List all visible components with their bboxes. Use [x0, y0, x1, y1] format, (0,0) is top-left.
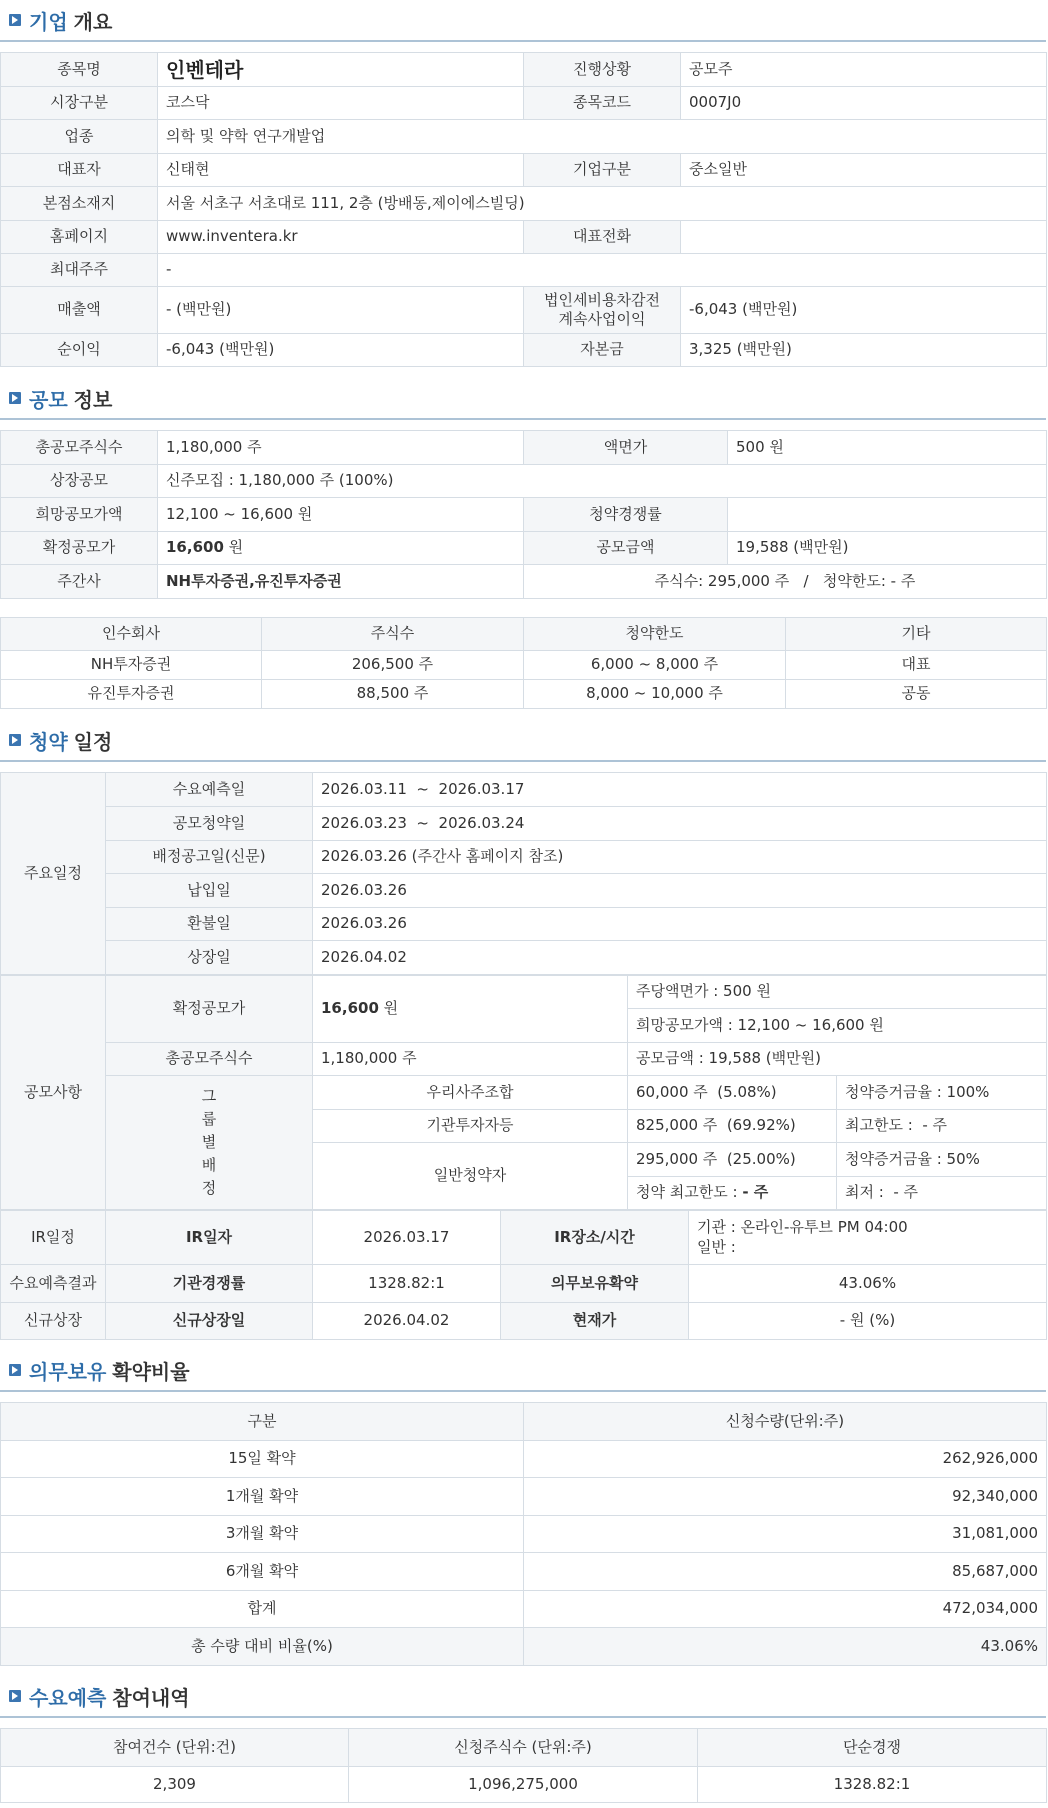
pretax-label	[524, 287, 681, 334]
lockup-type-header: 구분	[1, 1403, 524, 1441]
phone-value	[681, 221, 1047, 254]
group-char: 배	[201, 1156, 217, 1174]
schedule-item-label: 배정공고일(신문)	[106, 841, 313, 874]
employee-shares: 60,000 주 (5.08%)	[628, 1076, 837, 1110]
group-char: 별	[201, 1133, 217, 1151]
homepage-link[interactable]: www.inventera.kr	[158, 221, 524, 254]
market-label: 시장구분	[1, 87, 158, 120]
lockup-qty: 31,081,000	[524, 1516, 1047, 1553]
listing-label: 상장공모	[1, 465, 158, 498]
listing-value: 신주모집 : 1,180,000 주 (100%)	[158, 465, 1047, 498]
new-listing-date-value: 2026.04.02	[313, 1303, 501, 1340]
address-value: 서울 서초구 서초대로 111, 2층 (방배동,제이에스빌딩)	[158, 187, 1047, 221]
table-row	[1, 1767, 1047, 1803]
section-header-schedule	[0, 720, 1046, 762]
fixed-price-label: 확정공모가	[106, 976, 313, 1043]
new-listing-label: 신규상장	[1, 1303, 106, 1340]
ir-date-value: 2026.03.17	[313, 1211, 501, 1265]
stock-name: 인벤테라	[158, 53, 524, 87]
participants-header: 참여건수 (단위:건)	[1, 1729, 349, 1767]
employee-deposit: 청약증거금율 : 100%	[837, 1076, 1047, 1110]
manager-info: 주식수: 295,000 주 / 청약한도: - 주	[524, 565, 1047, 599]
lockup-type: 합계	[1, 1591, 524, 1628]
par-value: 500 원	[728, 431, 1047, 465]
lockup-table	[0, 1402, 1047, 1666]
schedule-item-label: 수요예측일	[106, 773, 313, 807]
fixed-price-value	[158, 532, 524, 565]
demand-table	[0, 1728, 1047, 1803]
institution-max: 최고한도 : - 주	[837, 1110, 1047, 1143]
group-allocation-label	[106, 1076, 313, 1210]
net-income-label: 순이익	[1, 334, 158, 367]
arrow-bullet-icon	[9, 1690, 21, 1702]
lockup-ratio-value: 43.06%	[524, 1628, 1047, 1666]
status-value: 공모주	[681, 53, 1047, 87]
amount-label: 공모금액	[524, 532, 728, 565]
hope-price-value: 12,100 ~ 16,600 원	[158, 498, 524, 532]
fixed-price-label: 확정공모가	[1, 532, 158, 565]
name-label: 종목명	[1, 53, 158, 87]
par-label: 액면가	[524, 431, 728, 465]
arrow-bullet-icon	[9, 392, 21, 404]
section-title-rest: 참여내역	[112, 1685, 190, 1710]
retail-max	[628, 1177, 837, 1210]
company-type-value: 중소일반	[681, 154, 1047, 187]
pretax-label-line1: 법인세비용차감전	[544, 290, 660, 309]
capital-label: 자본금	[524, 334, 681, 367]
company-type-label: 기업구분	[524, 154, 681, 187]
group-char: 그	[201, 1087, 217, 1105]
ceo-label: 대표자	[1, 154, 158, 187]
shareholder-label: 최대주주	[1, 254, 158, 287]
industry-label: 업종	[1, 120, 158, 154]
section-header-demand	[0, 1676, 1046, 1718]
group-char: 룹	[201, 1110, 217, 1128]
underwriter-shares: 206,500 주	[262, 651, 524, 680]
retail-min: 최저 : - 주	[837, 1177, 1047, 1210]
etc-header: 기타	[786, 618, 1047, 651]
lockup-qty: 472,034,000	[524, 1591, 1047, 1628]
total-shares-label: 총공모주식수	[1, 431, 158, 465]
par-info: 주당액면가 : 500 원	[628, 976, 1047, 1009]
table-row	[1, 680, 1047, 709]
overview-table	[0, 52, 1047, 367]
lockup-qty: 92,340,000	[524, 1478, 1047, 1516]
schedule-item-value: 2026.03.23 ~ 2026.03.24	[313, 807, 1047, 841]
schedule-table	[0, 772, 1047, 975]
schedule-item-label: 상장일	[106, 941, 313, 975]
inst-competition-value: 1328.82:1	[313, 1265, 501, 1303]
current-price-value: - 원 (%)	[689, 1303, 1047, 1340]
lockup-ratio-label: 총 수량 대비 비율(%)	[1, 1628, 524, 1666]
table-row	[1, 1516, 1047, 1553]
table-row	[1, 1591, 1047, 1628]
offering-table	[0, 430, 1047, 599]
simple-competition-value: 1328.82:1	[698, 1767, 1047, 1803]
arrow-bullet-icon	[9, 14, 21, 26]
section-title-highlight: 수요예측	[29, 1685, 107, 1710]
table-row	[1, 1628, 1047, 1666]
ir-date-label: IR일자	[106, 1211, 313, 1265]
schedule-item-value: 2026.03.26	[313, 874, 1047, 908]
lockup-qty: 262,926,000	[524, 1441, 1047, 1478]
section-title-rest: 확약비율	[112, 1359, 190, 1384]
amount-info: 공모금액 : 19,588 (백만원)	[628, 1043, 1047, 1076]
retail-deposit: 청약증거금율 : 50%	[837, 1143, 1047, 1177]
employee-label: 우리사주조합	[313, 1076, 628, 1110]
current-price-label: 현재가	[501, 1303, 689, 1340]
ir-schedule-label: IR일정	[1, 1211, 106, 1265]
fixed-price-number: 16,600	[166, 538, 224, 557]
arrow-bullet-icon	[9, 734, 21, 746]
retail-label: 일반청약자	[313, 1143, 628, 1210]
shares-header: 주식수	[262, 618, 524, 651]
manager-value: NH투자증권,유진투자증권	[158, 565, 524, 599]
table-row	[1, 651, 1047, 680]
requested-shares-header: 신청주식수 (단위:주)	[349, 1729, 698, 1767]
ir-result-table	[0, 1210, 1047, 1340]
ir-place-institution: 기관 : 온라인-유투브 PM 04:00	[697, 1218, 908, 1236]
manager-label: 주간사	[1, 565, 158, 599]
underwriter-limit: 8,000 ~ 10,000 주	[524, 680, 786, 709]
retail-shares: 295,000 주 (25.00%)	[628, 1143, 837, 1177]
fixed-price-number: 16,600	[321, 999, 379, 1018]
section-header-offering	[0, 378, 1046, 420]
schedule-item-label: 환불일	[106, 908, 313, 941]
participants-value: 2,309	[1, 1767, 349, 1803]
section-title-highlight: 기업	[29, 9, 68, 34]
lockup-type: 3개월 확약	[1, 1516, 524, 1553]
retail-max-prefix: 청약 최고한도 :	[636, 1183, 738, 1202]
section-title-highlight: 청약	[29, 729, 68, 754]
code-value: 0007J0	[681, 87, 1047, 120]
institution-shares: 825,000 주 (69.92%)	[628, 1110, 837, 1143]
lockup-type: 6개월 확약	[1, 1553, 524, 1591]
schedule-item-label: 공모청약일	[106, 807, 313, 841]
inst-competition-label: 기관경쟁률	[106, 1265, 313, 1303]
underwriter-name: 유진투자증권	[1, 680, 262, 709]
section-header-overview	[0, 0, 1046, 42]
net-income-value: -6,043 (백만원)	[158, 334, 524, 367]
underwriter-etc: 공동	[786, 680, 1047, 709]
ir-place-value	[689, 1211, 1047, 1265]
simple-competition-header: 단순경쟁	[698, 1729, 1047, 1767]
requested-shares-value: 1,096,275,000	[349, 1767, 698, 1803]
competition-label: 청약경쟁률	[524, 498, 728, 532]
section-title-rest: 정보	[73, 387, 113, 412]
total-shares-label: 총공모주식수	[106, 1043, 313, 1076]
schedule-item-value: 2026.04.02	[313, 941, 1047, 975]
underwriter-name: NH투자증권	[1, 651, 262, 680]
fixed-price-value	[313, 976, 628, 1043]
fixed-price-unit: 원	[228, 538, 244, 557]
revenue-label: 매출액	[1, 287, 158, 334]
underwriter-limit: 6,000 ~ 8,000 주	[524, 651, 786, 680]
main-schedule-label: 주요일정	[1, 773, 106, 975]
offer-detail-table	[0, 975, 1047, 1210]
underwriter-etc: 대표	[786, 651, 1047, 680]
total-shares-value: 1,180,000 주	[158, 431, 524, 465]
institution-label: 기관투자자등	[313, 1110, 628, 1143]
market-value: 코스닥	[158, 87, 524, 120]
address-label: 본점소재지	[1, 187, 158, 221]
section-title-highlight: 공모	[29, 387, 68, 412]
capital-value: 3,325 (백만원)	[681, 334, 1047, 367]
phone-label: 대표전화	[524, 221, 681, 254]
shareholder-value: -	[158, 254, 1047, 287]
offer-detail-label: 공모사항	[1, 976, 106, 1210]
fixed-price-unit: 원	[383, 999, 399, 1018]
section-title-rest: 일정	[73, 729, 113, 754]
homepage-label: 홈페이지	[1, 221, 158, 254]
lockup-type: 1개월 확약	[1, 1478, 524, 1516]
industry-value: 의학 및 약학 연구개발업	[158, 120, 1047, 154]
arrow-bullet-icon	[9, 1364, 21, 1376]
amount-value: 19,588 (백만원)	[728, 532, 1047, 565]
limit-header: 청약한도	[524, 618, 786, 651]
section-title-highlight: 의무보유	[29, 1359, 107, 1384]
schedule-item-value: 2026.03.26 (주간사 홈페이지 참조)	[313, 841, 1047, 874]
underwriter-header: 인수회사	[1, 618, 262, 651]
lockup-type: 15일 확약	[1, 1441, 524, 1478]
ir-place-label: IR장소/시간	[501, 1211, 689, 1265]
schedule-item-label: 납입일	[106, 874, 313, 908]
hope-price-info: 희망공모가액 : 12,100 ~ 16,600 원	[628, 1009, 1047, 1043]
lockup-qty-header: 신청수량(단위:주)	[524, 1403, 1047, 1441]
code-label: 종목코드	[524, 87, 681, 120]
schedule-item-value: 2026.03.26	[313, 908, 1047, 941]
status-label: 진행상황	[524, 53, 681, 87]
underwriter-shares: 88,500 주	[262, 680, 524, 709]
ceo-value: 신태현	[158, 154, 524, 187]
group-char: 정	[201, 1179, 217, 1197]
underwriter-table	[0, 617, 1047, 709]
revenue-value: - (백만원)	[158, 287, 524, 334]
lockup-label: 의무보유확약	[501, 1265, 689, 1303]
schedule-item-value: 2026.03.11 ~ 2026.03.17	[313, 773, 1047, 807]
competition-value	[728, 498, 1047, 532]
retail-max-value: - 주	[742, 1183, 769, 1202]
new-listing-date-label: 신규상장일	[106, 1303, 313, 1340]
pretax-value: -6,043 (백만원)	[681, 287, 1047, 334]
section-header-lockup	[0, 1350, 1046, 1392]
total-shares-value: 1,180,000 주	[313, 1043, 628, 1076]
table-row	[1, 1553, 1047, 1591]
lockup-qty: 85,687,000	[524, 1553, 1047, 1591]
pretax-label-line2: 계속사업이익	[558, 310, 646, 328]
section-title-rest: 개요	[73, 9, 113, 34]
lockup-value: 43.06%	[689, 1265, 1047, 1303]
table-row	[1, 1441, 1047, 1478]
demand-result-label: 수요예측결과	[1, 1265, 106, 1303]
hope-price-label: 희망공모가액	[1, 498, 158, 532]
table-row	[1, 1478, 1047, 1516]
ir-place-retail: 일반 :	[697, 1237, 736, 1256]
